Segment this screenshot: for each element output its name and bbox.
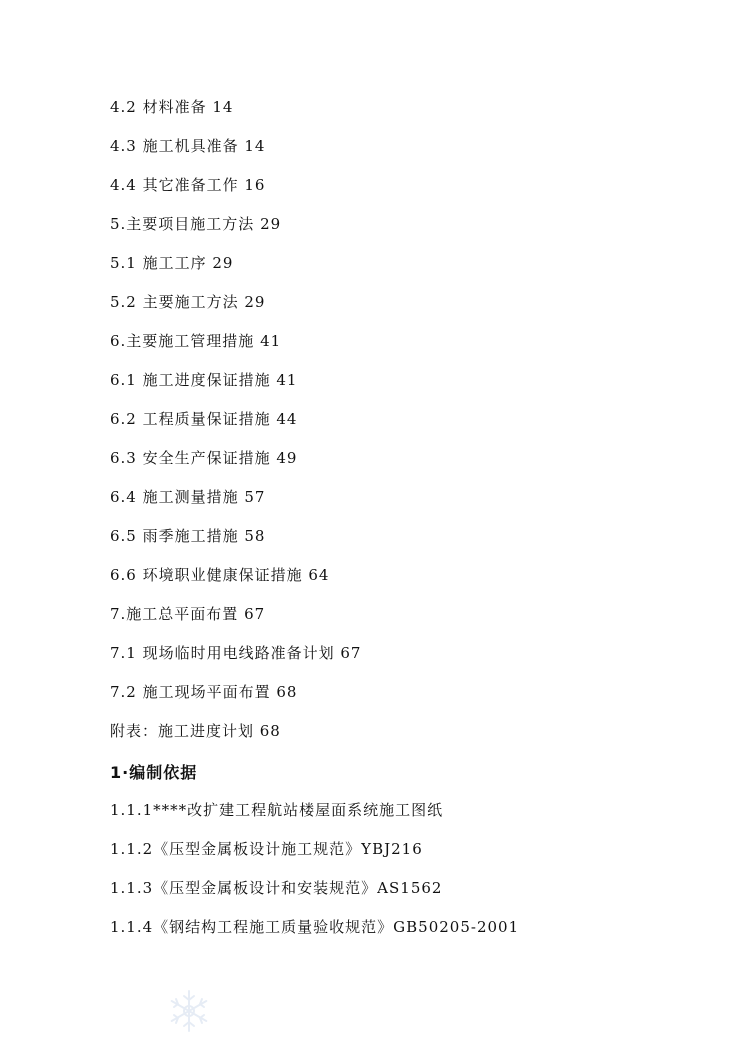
reference-item: 1.1.2《压型金属板设计施工规范》YBJ216 [110, 840, 423, 858]
toc-entry[interactable]: 6.2 工程质量保证措施 44 [110, 410, 298, 428]
toc-entry[interactable]: 7.施工总平面布置 67 [110, 605, 266, 623]
toc-entry[interactable]: 7.1 现场临时用电线路准备计划 67 [110, 644, 362, 662]
table-of-contents [110, 96, 361, 759]
toc-entry[interactable]: 6.3 安全生产保证措施 49 [110, 449, 298, 467]
toc-entry[interactable]: 7.2 施工现场平面布置 68 [110, 683, 298, 701]
toc-entry[interactable]: 4.4 其它准备工作 16 [110, 176, 266, 194]
reference-item: 1.1.3《压型金属板设计和安装规范》AS1562 [110, 879, 443, 897]
toc-entry[interactable]: 5.1 施工工序 29 [110, 254, 234, 272]
toc-entry[interactable]: 附表：施工进度计划 68 [110, 722, 281, 740]
toc-entry[interactable]: 5.2 主要施工方法 29 [110, 293, 266, 311]
toc-entry[interactable]: 4.2 材料准备 14 [110, 98, 234, 116]
toc-entry[interactable]: 6.主要施工管理措施 41 [110, 332, 282, 350]
toc-entry[interactable]: 6.4 施工测量措施 57 [110, 488, 266, 506]
toc-entry[interactable]: 4.3 施工机具准备 14 [110, 137, 266, 155]
toc-entry[interactable]: 5.主要项目施工方法 29 [110, 215, 282, 233]
toc-entry[interactable]: 6.6 环境职业健康保证措施 64 [110, 566, 330, 584]
reference-item: 1.1.1****改扩建工程航站楼屋面系统施工图纸 [110, 801, 444, 819]
section-heading: 1·编制依据 [110, 763, 198, 782]
toc-entry[interactable]: 6.1 施工进度保证措施 41 [110, 371, 298, 389]
reference-item: 1.1.4《钢结构工程施工质量验收规范》GB50205-2001 [110, 918, 520, 936]
reference-list [110, 799, 519, 955]
toc-entry[interactable]: 6.5 雨季施工措施 58 [110, 527, 266, 545]
snowflake-watermark-icon [166, 988, 212, 1034]
